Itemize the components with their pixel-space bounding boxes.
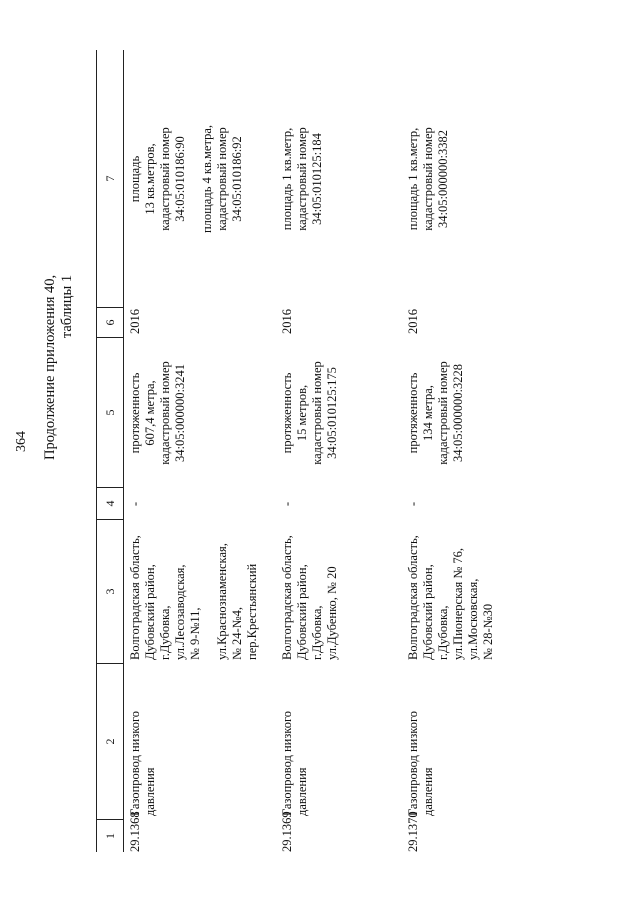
length-info <box>406 338 524 488</box>
caption-line-1: Продолжение приложения 40, <box>42 274 58 460</box>
land-line: площадь 1 кв.метр, <box>280 127 294 231</box>
address <box>280 520 402 664</box>
address-line: г.Дубовка, <box>158 605 172 660</box>
row-number: 29.1369 <box>280 811 294 852</box>
length-line: протяженность <box>128 372 142 454</box>
land-info <box>280 50 402 308</box>
address-line: пер.Крестьянский <box>245 563 259 660</box>
table-row <box>124 50 276 852</box>
header-col-3: 3 <box>97 520 123 664</box>
land-line: кадастровый номер <box>215 127 229 231</box>
land-line: площадь <box>128 155 142 203</box>
row-number: 29.1368 <box>128 811 142 852</box>
address-line: г.Дубовка, <box>310 605 324 660</box>
address-line: Дубовский район, <box>143 564 157 660</box>
address-line: ул.Лесозаводская, <box>173 564 187 660</box>
length-line: 34:05:000000:3228 <box>451 364 465 462</box>
header-col-4: 4 <box>97 488 123 520</box>
length-info <box>280 338 402 488</box>
table-row <box>276 50 402 852</box>
year: 2016 <box>280 309 294 334</box>
header-col-2: 2 <box>97 664 123 820</box>
land-line: 34:05:010186:92 <box>230 136 244 222</box>
address-line: № 28-№30 <box>481 603 495 660</box>
land-info <box>128 50 276 308</box>
address-line: Волгоградская область, <box>128 535 142 660</box>
year: 2016 <box>128 309 142 334</box>
length-line: кадастровый номер <box>310 361 324 465</box>
land-line: 34:05:010186:90 <box>173 136 187 222</box>
page-number-text: 364 <box>14 431 29 452</box>
land-line: кадастровый номер <box>158 127 172 231</box>
object-name-line: давления <box>295 767 309 816</box>
land-line: кадастровый номер <box>295 127 309 231</box>
table-row <box>402 50 524 852</box>
header-col-6: 6 <box>97 308 123 338</box>
length-line: протяженность <box>406 372 420 454</box>
land-line: площадь 1 кв.метр, <box>406 127 420 231</box>
address-line: г.Дубовка, <box>436 605 450 660</box>
address <box>128 520 276 664</box>
col4-value: - <box>128 501 142 507</box>
col4-value: - <box>406 501 420 507</box>
object-name <box>280 664 402 820</box>
object-name <box>406 664 524 820</box>
address-line: ул.Пионерская № 76, <box>451 547 465 660</box>
object-name-line: Газопровод низкого <box>406 710 420 816</box>
row-number: 29.1370 <box>406 811 420 852</box>
address-line: Дубовский район, <box>295 564 309 660</box>
address-line: № 24-№4, <box>230 606 244 660</box>
length-line: 34:05:010125:175 <box>325 367 339 459</box>
object-name-line: Газопровод низкого <box>280 710 294 816</box>
address-line: Волгоградская область, <box>280 535 294 660</box>
length-line: протяженность <box>280 372 294 454</box>
length-line: 134 метра, <box>421 385 435 441</box>
table-header <box>96 50 124 852</box>
table-body <box>124 50 524 852</box>
length-line: 607,4 метра, <box>143 380 157 446</box>
length-line: кадастровый номер <box>436 361 450 465</box>
land-line: кадастровый номер <box>421 127 435 231</box>
address <box>406 520 524 664</box>
object-name-line: давления <box>421 767 435 816</box>
object-name-line: Газопровод низкого <box>128 710 142 816</box>
address-line: ул.Московская, <box>466 578 480 660</box>
length-line: 15 метров, <box>295 384 309 442</box>
col4-value: - <box>280 501 294 507</box>
header-col-1: 1 <box>102 833 117 839</box>
length-info <box>128 338 276 488</box>
year: 2016 <box>406 309 420 334</box>
land-line: 13 кв.метров, <box>143 143 157 215</box>
object-name <box>128 664 276 820</box>
address-line: № 9-№11, <box>188 607 202 660</box>
length-line: кадастровый номер <box>158 361 172 465</box>
address-line: ул.Краснознаменская, <box>215 543 229 660</box>
land-info <box>406 50 524 308</box>
land-line: площадь 4 кв.метра, <box>200 125 214 234</box>
header-col-7: 7 <box>97 50 123 308</box>
length-line: 34:05:000000:3241 <box>173 364 187 462</box>
object-name-line: давления <box>143 767 157 816</box>
address-line: Дубовский район, <box>421 564 435 660</box>
address-line: Волгоградская область, <box>406 535 420 660</box>
address-line: ул.Дубенко, № 20 <box>325 566 339 660</box>
land-line: 34:05:010125:184 <box>310 133 324 225</box>
header-col-5: 5 <box>97 338 123 488</box>
caption-line-2: таблицы 1 <box>59 274 75 339</box>
land-line: 34:05:000000:3382 <box>436 130 450 228</box>
